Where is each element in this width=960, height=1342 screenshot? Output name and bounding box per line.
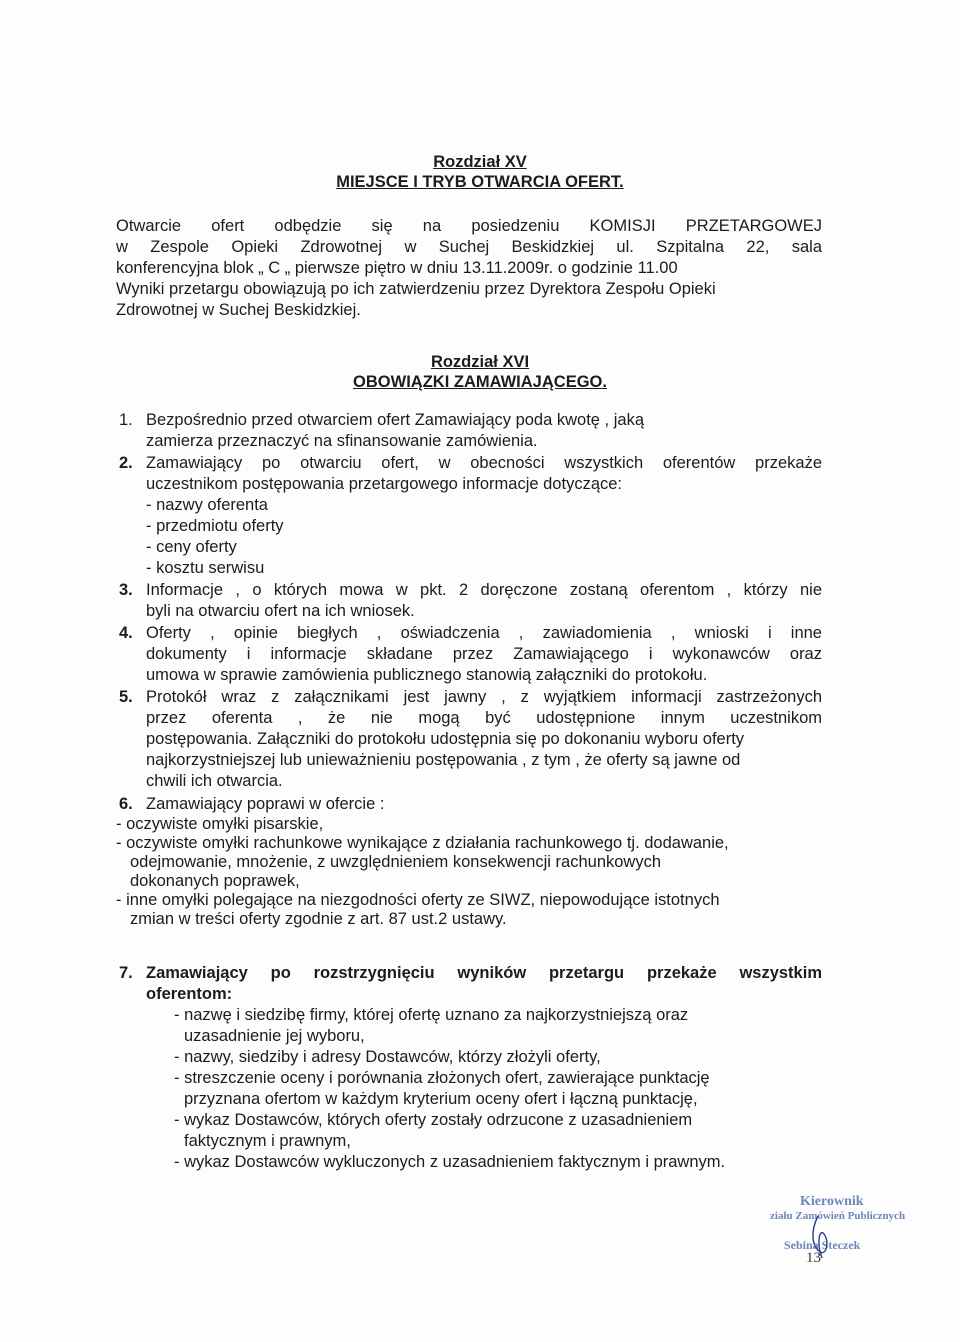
chapter-xvi-subtitle: OBOWIĄZKI ZAMAWIAJĄCEGO. [353, 373, 607, 391]
list-item [116, 410, 822, 452]
item-line: Oferty , opinie biegłych , oświadczenia , zawiadomienia , wnioski i inne [146, 624, 822, 642]
item-dash: - ceny oferty [146, 538, 237, 556]
item-line: Protokół wraz z załącznikami jest jawny , z wyjątkiem informacji zastrzeżonych [146, 688, 822, 706]
sub-line: - oczywiste omyłki pisarskie, [116, 815, 324, 833]
item-number: 7. [119, 964, 133, 982]
paragraph-line: Otwarcie ofert odbędzie się na posiedzeniu KOMISJI PRZETARGOWEJ [116, 217, 822, 235]
paragraph-line: w Zespole Opieki Zdrowotnej w Suchej Beskidzkiej ul. Szpitalna 22, sala [116, 238, 822, 256]
item-6-sublist [116, 815, 822, 929]
official-stamp [770, 1190, 940, 1270]
item-line: najkorzystniejszej lub unieważnieniu postępowania , z tym , że oferty są jawne od [146, 751, 741, 769]
item-line: przez oferenta , że nie mogą być udostępnione innym uczestnikom [146, 709, 822, 727]
bullet-line: - streszczenie oceny i porównania złożonych ofert, zawierające punktację [174, 1069, 710, 1087]
list-item [116, 963, 822, 1005]
item-line: chwili ich otwarcia. [146, 772, 283, 790]
list-item [116, 453, 822, 579]
item-line: Zamawiający po otwarciu ofert, w obecności wszystkich oferentów przekaże [146, 454, 822, 472]
item-line: Zamawiający poprawi w ofercie : [146, 795, 385, 813]
sub-line: - inne omyłki polegające na niezgodności oferty ze SIWZ, niepowodujące istotnych [116, 891, 720, 909]
bullet-line: faktycznym i prawnym, [184, 1132, 351, 1150]
chapter-xv-heading [0, 152, 960, 192]
item-dash: - przedmiotu oferty [146, 517, 284, 535]
chapter-xvi-heading [0, 352, 960, 392]
list-item [116, 687, 822, 792]
sub-line: zmian w treści oferty zgodnie z art. 87 ust.2 ustawy. [130, 910, 507, 928]
item-dash: - nazwy oferenta [146, 496, 268, 514]
bullet-line: - nazwę i siedzibę firmy, której ofertę uznano za najkorzystniejszą oraz [174, 1006, 689, 1024]
chapter-xv-paragraph [116, 216, 822, 321]
bullet-line: - wykaz Dostawców, których oferty zostały odrzucone z uzasadnieniem [174, 1111, 693, 1129]
item-number: 5. [119, 688, 133, 706]
sub-line: dokonanych poprawek, [130, 872, 300, 890]
item-line: umowa w sprawie zamówienia publicznego stanowią załączniki do protokołu. [146, 666, 708, 684]
chapter-xvi-title: Rozdział XVI [430, 353, 530, 371]
item-number: 4. [119, 624, 133, 642]
list-item [116, 580, 822, 622]
item-line: dokumenty i informacje składane przez Zamawiającego i wykonawców oraz [146, 645, 822, 663]
item-line: uczestnikom postępowania przetargowego informacje dotyczące: [146, 475, 623, 493]
item-line: zamierza przeznaczyć na sfinansowanie zamówienia. [146, 432, 538, 450]
bullet-line: przyznana ofertom w każdym kryterium oceny ofert i łączną punktację, [184, 1090, 698, 1108]
item-line: byli na otwarciu ofert na ich wniosek. [146, 602, 415, 620]
bullet-line: - wykaz Dostawców wykluczonych z uzasadnieniem faktycznym i prawnym. [174, 1153, 726, 1171]
item-line: Bezpośrednio przed otwarciem ofert Zamawiający poda kwotę , jaką [146, 411, 644, 429]
list-item [116, 623, 822, 686]
paragraph-line: konferencyjna blok „ C „ pierwsze piętro w dniu 13.11.2009r. o godzinie 11.00 [116, 259, 678, 277]
list-item [116, 794, 822, 815]
item-heading-line: oferentom: [146, 985, 233, 1003]
item-7 [116, 963, 822, 1173]
item-number: 2. [119, 454, 133, 472]
sub-line: odejmowanie, mnożenie, z uwzględnieniem konsekwencji rachunkowych [130, 853, 662, 871]
item-number: 1. [119, 411, 133, 429]
item-line: postępowania. Załączniki do protokołu udostępnia się po dokonaniu wyboru oferty [146, 730, 745, 748]
item-heading-line: Zamawiający po rozstrzygnięciu wyników przetargu przekaże wszystkim [146, 964, 822, 982]
item-line: Informacje , o których mowa w pkt. 2 doręczone zostaną oferentom , którzy nie [146, 581, 822, 599]
stamp-line: Sebina Steczek [784, 1238, 861, 1252]
chapter-xv-subtitle: MIEJSCE I TRYB OTWARCIA OFERT. [336, 173, 624, 191]
sub-line: - oczywiste omyłki rachunkowe wynikające z działania rachunkowego tj. dodawanie, [116, 834, 729, 852]
stamp-line: Kierownik [800, 1194, 864, 1209]
item-number: 3. [119, 581, 133, 599]
page-number: 13 [806, 1250, 821, 1266]
item-dash: - kosztu serwisu [146, 559, 265, 577]
paragraph-line: Zdrowotnej w Suchej Beskidzkiej. [116, 301, 361, 319]
item-number: 6. [119, 795, 133, 813]
obligations-list [116, 410, 822, 929]
bullet-line: uzasadnienie jej wyboru, [184, 1027, 365, 1045]
chapter-xv-title: Rozdział XV [433, 153, 527, 171]
paragraph-line: Wyniki przetargu obowiązują po ich zatwierdzeniu przez Dyrektora Zespołu Opieki [116, 280, 716, 298]
stamp-line: ziału Zamówień Publicznych [770, 1210, 906, 1222]
bullet-line: - nazwy, siedziby i adresy Dostawców, którzy złożyli oferty, [174, 1048, 601, 1066]
